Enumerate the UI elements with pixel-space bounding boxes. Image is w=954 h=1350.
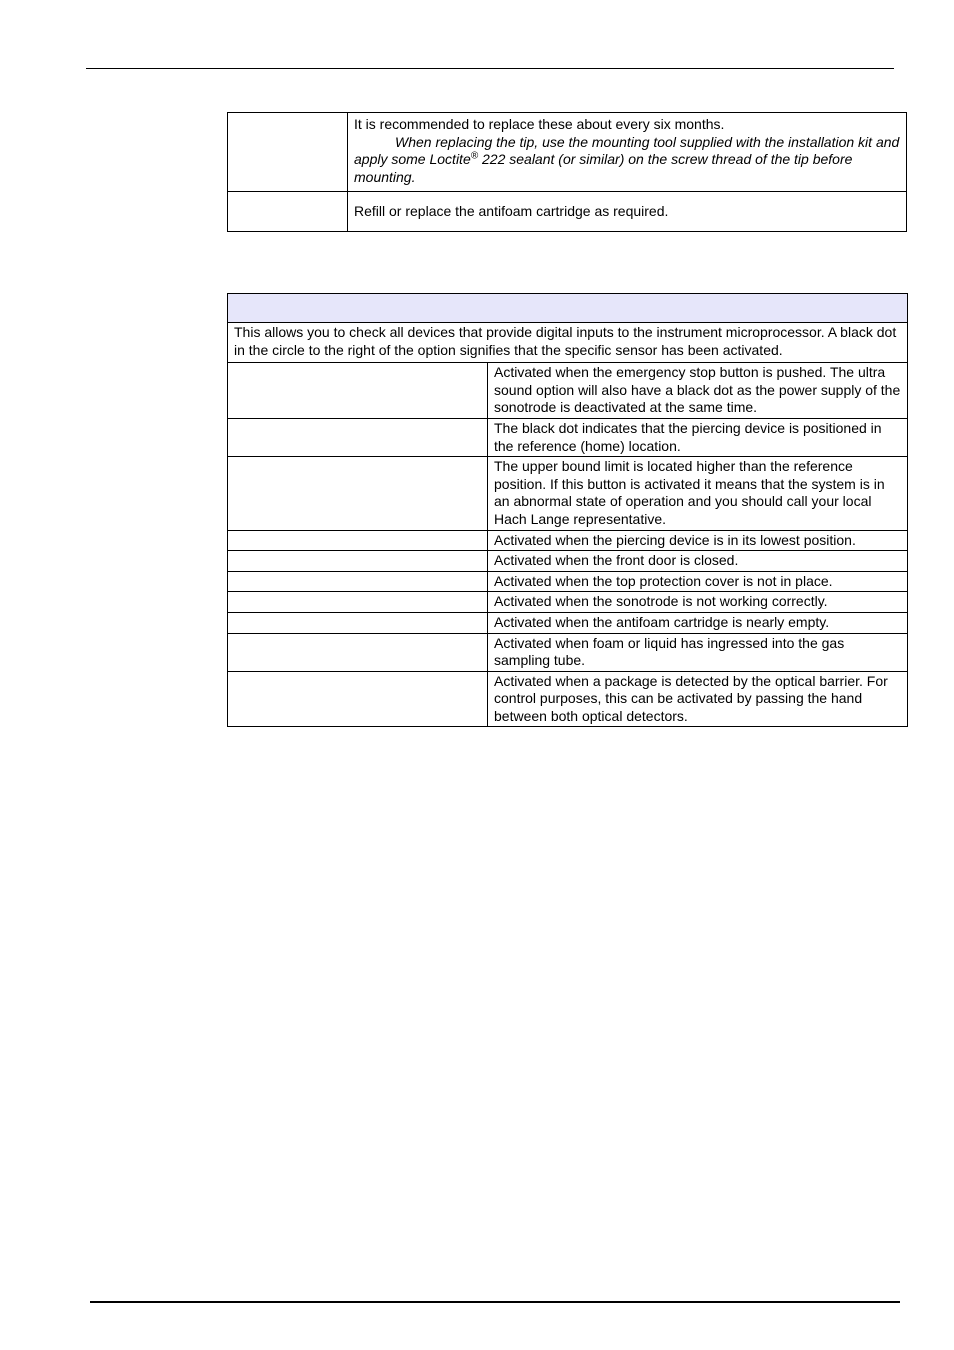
input-label [228,612,488,633]
digital-inputs-table [227,293,908,727]
input-label [228,363,488,419]
maintenance-item-label [228,113,348,192]
input-label [228,671,488,727]
note-text-a: When replacing the tip, use the mounting tool supplied with the installation kit and apply some Loctite [354,133,900,168]
input-description: The upper bound limit is located higher than the reference position. If this button is activated it means that the system is in an abnormal state of operation and you should call your local Hach Lange representative. [488,457,908,530]
input-label [228,530,488,551]
maintenance-item-label [228,192,348,232]
input-description: Activated when the piercing device is in its lowest position. [488,530,908,551]
table-row [228,363,908,419]
table-row [228,457,908,530]
table-row [228,113,907,192]
input-description: Activated when a package is detected by the optical barrier. For control purposes, this can be activated by passing the hand between both optical detectors. [488,671,908,727]
maintenance-item-description: Refill or replace the antifoam cartridge as required. [348,192,907,232]
header-rule [86,68,894,69]
input-label [228,633,488,671]
maintenance-table [227,112,907,232]
table-row [228,633,908,671]
maintenance-item-description [348,113,907,192]
table-row [228,671,908,727]
table-header [228,294,908,323]
input-description: Activated when the antifoam cartridge is nearly empty. [488,612,908,633]
table-row [228,418,908,456]
input-description: The black dot indicates that the piercing device is positioned in the reference (home) location. [488,418,908,456]
input-description: Activated when the top protection cover is not in place. [488,571,908,592]
table-row [228,592,908,613]
input-description: Activated when the emergency stop button is pushed. The ultra sound option will also have a black dot as the power supply of the sonotrode is deactivated at the same time. [488,363,908,419]
note-text-b: 222 sealant (or similar) on the screw thread of the tip before mounting. [354,151,853,185]
footer-rule [90,1301,900,1303]
input-label [228,457,488,530]
table-row [228,530,908,551]
input-label [228,551,488,572]
maintenance-note [354,134,900,187]
table-intro: This allows you to check all devices that provide digital inputs to the instrument microprocessor. A black dot in the circle to the right of the option signifies that the specific sensor has been activated. [228,323,908,363]
input-label [228,592,488,613]
registered-mark: ® [470,150,479,162]
maintenance-text: It is recommended to replace these about every six months. [354,116,725,132]
table-row [228,571,908,592]
input-description: Activated when the front door is closed. [488,551,908,572]
table-intro-row [228,323,908,363]
input-description: Activated when the sonotrode is not working correctly. [488,592,908,613]
table-row [228,612,908,633]
input-description: Activated when foam or liquid has ingressed into the gas sampling tube. [488,633,908,671]
table-row [228,551,908,572]
input-label [228,571,488,592]
input-label [228,418,488,456]
table-header-row [228,294,908,323]
table-row [228,192,907,232]
